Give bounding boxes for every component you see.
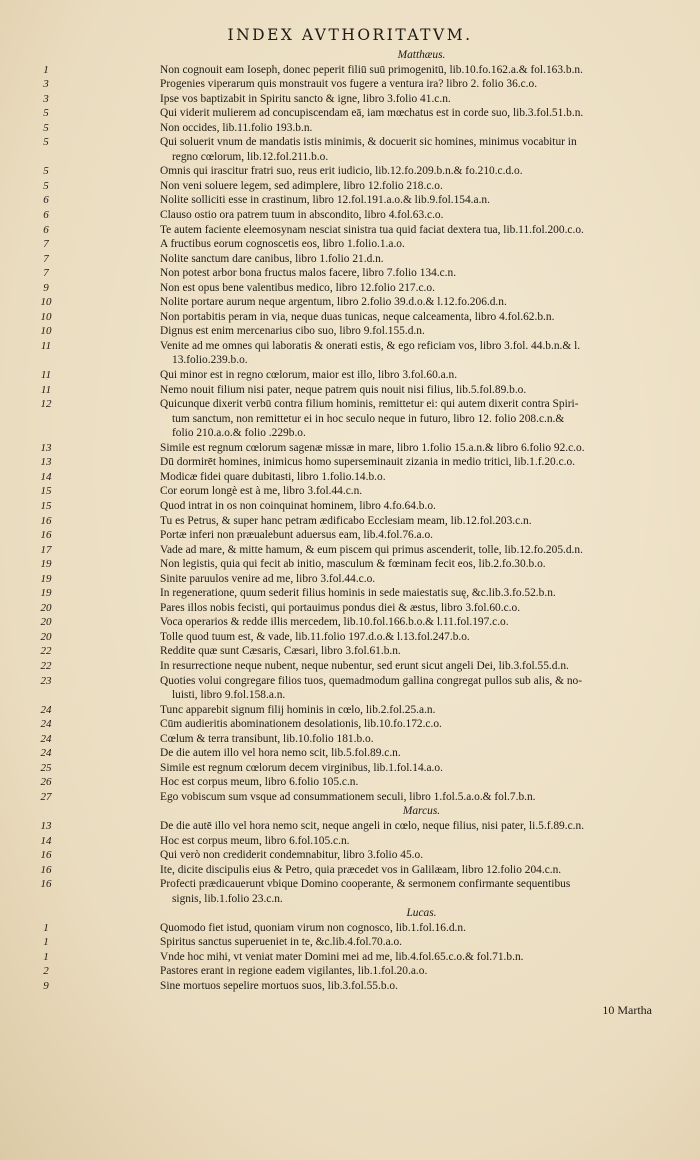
chapter-number: 13 [40,441,52,454]
section-heading-text: Lucas. [406,907,437,920]
entry-text: Nemo nouit filium nisi pater, neque patrem quis nouit nisi filius, lib.5.fol.89.b.o. [160,383,527,396]
index-entry [43,193,683,208]
chapter-number: 16 [40,514,52,527]
entry-text: Hoc est corpus meum, libro 6.fol.105.c.n. [160,834,350,847]
entry-text: De die autem illo vel hora nemo scit, lib.5.fol.89.c.n. [160,747,401,760]
entry-text: Nolite solliciti esse in crastinum, libro 12.fol.191.a.o.& lib.9.fol.154.a.n. [160,194,490,207]
index-entry [43,964,683,979]
catchword: 10 Martha [602,1003,652,1017]
index-entry [43,63,683,78]
chapter-number: 16 [40,529,52,542]
chapter-number: 5 [43,107,49,120]
chapter-number: 6 [43,194,49,207]
entry-continuation [108,688,683,703]
section-heading [108,906,683,921]
chapter-number: 5 [43,121,49,134]
entry-text: Non potest arbor bona fructus malos facere, libro 7.folio 134.c.n. [160,267,457,280]
chapter-number: 3 [43,92,49,105]
chapter-number: 5 [43,136,49,149]
entry-text: Non portabitis peram in via, neque duas tunicas, neque calceamenta, libro 4.fol.62.b.n. [160,310,555,323]
chapter-number: 19 [40,572,52,585]
index-entries [40,48,683,994]
index-entry [43,921,683,936]
entry-text: Cūm audieritis abominationem desolationis, lib.10.fo.172.c.o. [160,718,442,731]
chapter-number: 23 [40,674,52,687]
entry-continuation-text: signis, lib.1.folio 23.c.n. [172,892,283,905]
index-entry [40,324,683,339]
chapter-number: 9 [43,281,49,294]
index-entry [40,863,683,878]
chapter-number: 14 [40,470,52,483]
entry-text: Simile est regnum cœlorum sagenæ missæ in mare, libro 1.folio 15.a.n.& libro 6.folio 92.c.o. [160,441,585,454]
chapter-number: 12 [40,398,52,411]
entry-text: Non veni soluere legem, sed adimplere, libro 12.folio 218.c.o. [160,179,443,192]
index-entry [40,848,683,863]
entry-text: Clauso ostio ora patrem tuum in abscondito, libro 4.fol.63.c.o. [160,209,444,222]
chapter-number: 11 [40,383,52,396]
entry-text: Progenies viperarum quis monstrauit vos fugere a ventura ira? libro 2. folio 36.c.o. [160,78,538,91]
entry-continuation [108,412,683,427]
entry-text: Omnis qui irascitur fratri suo, reus erit iudicio, lib.12.fo.209.b.n.& fo.210.c.d.o. [160,165,523,178]
entry-text: Quod intrat in os non coinquinat hominem, libro 4.fo.64.b.o. [160,499,436,512]
entry-text: Qui soluerit vnum de mandatis istis minimis, & docuerit sic homines, minimus vocabitur in [160,136,577,149]
index-entry [40,368,683,383]
entry-text: Qui minor est in regno cœlorum, maior est illo, libro 3.fol.60.a.n. [160,369,458,382]
entry-text: Simile est regnum cœlorum decem virginibus, lib.1.fol.14.a.o. [160,761,443,774]
entry-text: Dignus est enim mercenarius cibo suo, libro 9.fol.155.d.n. [160,325,425,338]
index-entry [43,223,683,238]
chapter-number: 5 [43,179,49,192]
entry-text: Nolite portare aurum neque argentum, libro 2.folio 39.d.o.& l.12.fo.206.d.n. [160,296,507,309]
index-entry [40,877,683,892]
chapter-number: 10 [40,310,52,323]
chapter-number: 24 [40,732,52,745]
entry-text: Tu es Petrus, & super hanc petram ædificabo Ecclesiam meam, lib.12.fol.203.c.n. [160,514,532,527]
entry-text: In resurrectione neque nubent, neque nubentur, sed erunt sicut angeli Dei, lib.3.fol.55.d.n. [160,659,569,672]
chapter-number: 25 [40,761,52,774]
chapter-number: 1 [43,936,49,949]
entry-text: Sine mortuos sepelire mortuos suos, lib.3.fol.55.b.o. [160,980,398,992]
entry-text: Cœlum & terra transibunt, lib.10.folio 181.b.o. [160,732,374,745]
chapter-number: 16 [40,878,52,891]
entry-text: Pares illos nobis fecisti, qui portauimus pondus diei & æstus, libro 3.fol.60.c.o. [160,601,521,614]
entry-text: De die autē illo vel hora nemo scit, neque angeli in cœlo, neque filius, nisi pater, li.5.f.89.c.n. [160,819,585,832]
entry-continuation-text: 13.folio.239.b.o. [172,354,248,367]
index-entry [40,499,683,514]
chapter-number: 2 [43,965,49,978]
chapter-number: 24 [40,718,52,731]
index-entry [40,761,683,776]
chapter-number: 14 [40,834,52,847]
chapter-number: 16 [40,849,52,862]
entry-text: Hoc est corpus meum, libro 6.folio 105.c.n. [160,776,359,789]
index-entry [43,252,683,267]
index-entry [43,950,683,965]
chapter-number: 15 [40,499,52,512]
chapter-number: 15 [40,485,52,498]
entry-text: Venite ad me omnes qui laboratis & onerati estis, & ego reficiam vos, libro 3.fol. 44.b.n.& l. [160,339,581,352]
section-heading [108,48,683,63]
entry-text: Qui viderit mulierem ad concupiscendam eā, iam mœchatus est in corde suo, lib.3.fol.51.b.n. [160,107,584,120]
index-entry [40,732,683,747]
chapter-number: 22 [40,659,52,672]
index-entry [43,281,683,296]
entry-text: Vade ad mare, & mitte hamum, & eum piscem qui primus ascenderit, tolle, lib.12.fo.205.d.n. [160,543,583,556]
entry-text: Ite, dicite discipulis eius & Petro, quia præcedet vos in Galilæam, libro 12.folio 204.c.n. [160,863,562,876]
entry-text: Ego vobiscum sum vsque ad consummationem seculi, libro 1.fol.5.a.o.& fol.7.b.n. [160,790,536,803]
entry-text: Non occides, lib.11.folio 193.b.n. [160,121,313,134]
index-entry [43,121,683,136]
index-entry [40,572,683,587]
index-entry [40,339,683,354]
chapter-number: 5 [43,165,49,178]
entry-text: Vnde hoc mihi, vt veniat mater Domini mei ad me, lib.4.fol.65.c.o.& fol.71.b.n. [160,950,524,963]
index-entry [40,775,683,790]
index-entry [40,528,683,543]
chapter-number: 19 [40,587,52,600]
chapter-number: 24 [40,703,52,716]
entry-continuation [108,892,683,907]
entry-text: Sinite paruulos venire ad me, libro 3.fol.44.c.o. [160,572,376,585]
entry-text: Quoties volui congregare filios tuos, quemadmodum gallina congregat pullos sub alis, & no- [160,674,583,687]
chapter-number: 13 [40,819,52,832]
chapter-number: 13 [40,456,52,469]
index-entry [43,164,683,179]
index-entry [43,208,683,223]
entry-continuation [108,426,683,441]
index-entry [43,77,683,92]
entry-text: Quicunque dixerit verbū contra filium hominis, remittetur ei: qui autem dixerit contra Spiri- [160,398,579,411]
index-entry [40,601,683,616]
index-entry [40,703,683,718]
entry-text: Pastores erant in regione eadem vigilantes, lib.1.fol.20.a.o. [160,965,428,978]
entry-continuation [108,150,683,165]
entry-text: Non est opus bene valentibus medico, libro 12.folio 217.c.o. [160,281,435,294]
chapter-number: 1 [43,921,49,934]
index-entry [43,935,683,950]
index-entry [40,441,683,456]
entry-continuation-text: luisti, libro 9.fol.158.a.n. [172,689,286,702]
entry-text: Portæ inferi non præualebunt aduersus eam, lib.4.fol.76.a.o. [160,529,434,542]
chapter-number: 24 [40,747,52,760]
entry-text: Non cognouit eam Ioseph, donec peperit filiū suū primogenitū, lib.10.fo.162.a.& fol.163.b.n. [160,63,583,76]
index-entry [43,237,683,252]
entry-continuation-text: tum sanctum, non remittetur ei in hoc seculo neque in futuro, libro 12. folio 208.c.n.& [172,412,565,425]
index-entry [43,266,683,281]
index-entry [40,557,683,572]
chapter-number: 7 [43,238,49,251]
index-entry [43,179,683,194]
index-entry [40,674,683,689]
chapter-number: 22 [40,645,52,658]
chapter-number: 9 [43,980,49,992]
entry-continuation [108,353,683,368]
index-entry [40,295,683,310]
entry-text: Ipse vos baptizabit in Spiritu sancto & igne, libro 3.folio 41.c.n. [160,92,451,105]
index-entry [40,659,683,674]
entry-text: A fructibus eorum cognoscetis eos, libro 1.folio.1.a.o. [160,238,405,251]
entry-continuation-text: folio 210.a.o.& folio .229b.o. [172,427,306,440]
index-entry [40,644,683,659]
chapter-number: 11 [40,369,52,382]
chapter-number: 7 [43,267,49,280]
index-entry [43,979,683,994]
chapter-number: 6 [43,209,49,222]
index-entry [40,586,683,601]
index-entry [40,790,683,805]
entry-text: Tunc apparebit signum filij hominis in cœlo, lib.2.fol.25.a.n. [160,703,436,716]
index-entry [40,383,683,398]
index-entry [40,630,683,645]
section-heading [108,804,683,819]
entry-text: Tolle quod tuum est, & vade, lib.11.folio 197.d.o.& l.13.fol.247.b.o. [160,630,470,643]
index-entry [40,514,683,529]
chapter-number: 20 [40,601,52,614]
index-entry [40,470,683,485]
chapter-number: 16 [40,863,52,876]
chapter-number: 11 [40,339,52,352]
chapter-number: 1 [43,63,49,76]
entry-text: Spiritus sanctus superueniet in te, &c.lib.4.fol.70.a.o. [160,936,403,949]
chapter-number: 3 [43,78,49,91]
chapter-number: 27 [40,790,52,803]
index-entry [40,615,683,630]
entry-text: Dū dormirēt homines, inimicus homo superseminauit zizania in medio tritici, lib.1.f.20.c.o. [160,456,576,469]
entry-text: Modicæ fidei quare dubitasti, libro 1.folio.14.b.o. [160,470,386,483]
entry-text: Te autem faciente eleemosynam nesciat sinistra tua quid faciat dextera tua, lib.11.fol.200.c.o. [160,223,584,236]
index-entry [40,397,683,412]
index-entry [40,746,683,761]
entry-text: Qui verò non crediderit condemnabitur, libro 3.folio 45.o. [160,849,424,862]
entry-text: Cor eorum longè est à me, libro 3.fol.44.c.n. [160,485,363,498]
chapter-number: 1 [43,950,49,963]
entry-text: Quomodo fiet istud, quoniam virum non cognosco, lib.1.fol.16.d.n. [160,921,466,934]
entry-continuation-text: regno cœlorum, lib.12.fol.211.b.o. [172,150,329,163]
entry-text: Profecti prædicauerunt vbique Domino cooperante, & sermonem confirmante sequentibus [160,878,571,891]
entry-text: Voca operarios & redde illis mercedem, lib.10.fol.166.b.o.& l.11.fol.197.c.o. [160,616,509,629]
chapter-number: 19 [40,558,52,571]
entry-text: In regeneratione, quum sederit filius hominis in sede maiestatis suę, &c.lib.3.fo.52.b.n. [160,587,556,600]
chapter-number: 17 [40,543,52,556]
chapter-number: 20 [40,630,52,643]
section-heading-text: Matthæus. [397,49,446,61]
entry-text: Reddite quæ sunt Cæsaris, Cæsari, libro 3.fol.61.b.n. [160,645,401,658]
chapter-number: 6 [43,223,49,236]
index-entry [40,819,683,834]
section-heading-text: Marcus. [402,805,441,818]
index-entry [40,717,683,732]
chapter-number: 10 [40,296,52,309]
index-entry [43,135,683,150]
index-entry [40,310,683,325]
entry-text: Non legistis, quia qui fecit ab initio, masculum & fœminam fecit eos, lib.2.fo.30.b.o. [160,558,546,571]
index-entry [40,543,683,558]
index-entry [40,834,683,849]
chapter-number: 7 [43,252,49,265]
index-entry [43,106,683,121]
chapter-number: 26 [40,776,52,789]
chapter-number: 10 [40,325,52,338]
entry-text: Nolite sanctum dare canibus, libro 1.folio 21.d.n. [160,252,384,265]
chapter-number: 20 [40,616,52,629]
index-entry [43,92,683,107]
index-entry [40,455,683,470]
page-title: INDEX AVTHORITATVM. [227,26,473,44]
index-entry [40,484,683,499]
